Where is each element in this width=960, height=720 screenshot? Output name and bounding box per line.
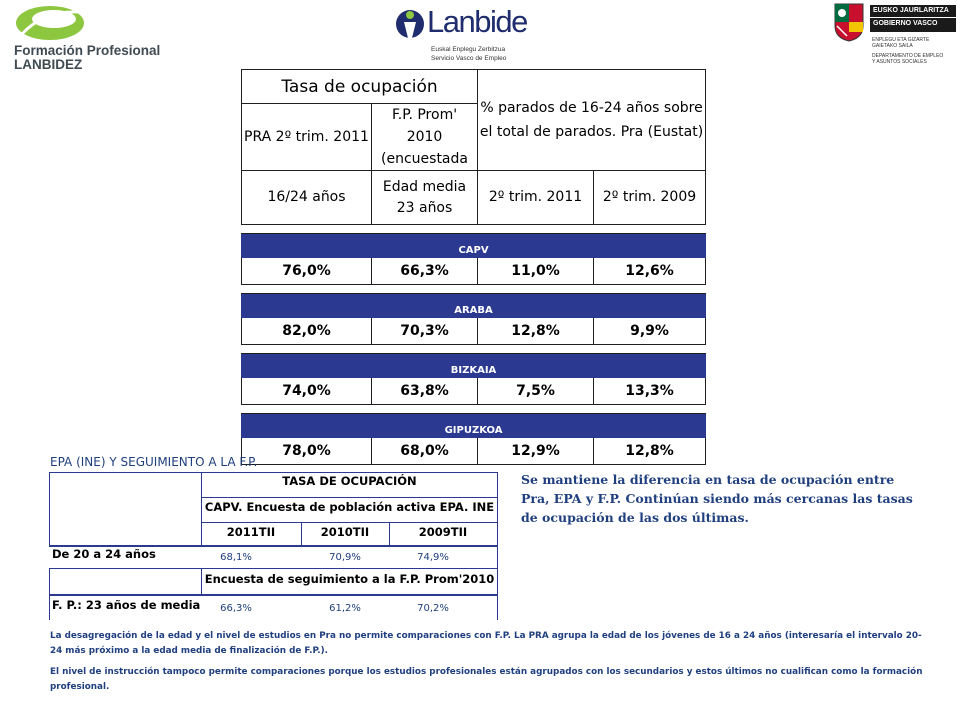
gv-band-line2: GOBIERNO VASCO	[873, 20, 938, 27]
epa-table	[49, 472, 498, 620]
occupation-rate-table	[241, 69, 706, 465]
gv-dept-eu-2: GAIETAKO SAILA	[872, 43, 913, 49]
gv-name-band	[870, 5, 956, 32]
age-16-24-header: 16/24 años	[242, 171, 372, 225]
pra-2011-header: PRA 2º trim. 2011	[242, 104, 372, 171]
table-cell: 9,9%	[594, 318, 706, 345]
table-cell: 66,3%	[220, 603, 252, 614]
table-cell: 70,9%	[329, 552, 361, 563]
table-cell: 63,8%	[372, 378, 478, 405]
q2-2011-header: 2º trim. 2011	[478, 171, 594, 225]
age-23-header: Edad media 23 años	[372, 171, 478, 225]
comparison-note: Se mantiene la diferencia en tasa de ocupación entre Pra, EPA y F.P. Continúan siendo más cercanas las tasas de ocupación de las dos últimas.	[521, 472, 913, 525]
region-band-bizkaia: BIZKAIA	[242, 354, 706, 378]
spacer	[242, 285, 706, 294]
capv-epa-header: CAPV. Encuesta de población activa EPA. INE	[204, 500, 495, 514]
row-age-20-24-label: De 20 a 24 años	[52, 547, 156, 561]
region-band-araba: ARABA	[242, 294, 706, 318]
gobierno-vasco-logo	[832, 2, 958, 68]
table-cell: 70,3%	[372, 318, 478, 345]
gv-dept-es-1: DEPARTAMENTO DE EMPLEO	[872, 53, 944, 59]
lanbide-wordmark: Lanbide	[427, 4, 527, 39]
fp-logo-line1: Formación Profesional	[14, 43, 161, 58]
table-cell: 74,0%	[242, 378, 372, 405]
lanbide-mark-icon	[395, 6, 425, 42]
grid-line	[201, 497, 498, 498]
epa-table-title: EPA (INE) Y SEGUIMIENTO A LA F.P.	[50, 455, 258, 469]
table-cell: 68,0%	[372, 438, 478, 465]
table-cell: 78,0%	[242, 438, 372, 465]
tasa-ocupacion-header: TASA DE OCUPACIÓN	[282, 474, 417, 488]
table-cell: 76,0%	[242, 258, 372, 285]
grid-line	[49, 594, 498, 596]
period-2010-header: 2010TII	[320, 525, 370, 539]
table-cell: 13,3%	[594, 378, 706, 405]
table-cell: 70,2%	[417, 603, 449, 614]
lanbide-logo	[395, 4, 555, 66]
lanbide-subtitle-eu: Euskal Enplegu Zerbitzua	[431, 46, 506, 53]
table-cell: 66,3%	[372, 258, 478, 285]
table-cell: 12,8%	[594, 438, 706, 465]
footnote-education: El nivel de instrucción tampoco permite comparaciones porque los estudios profesionales están agrupados con los secundarios y estos últimos no cualifican como la formación profesional.	[50, 667, 923, 692]
gv-dept-es-2: Y ASUNTOS SOCIALES	[872, 59, 927, 65]
coat-of-arms-icon	[832, 2, 866, 42]
region-band-capv: CAPV	[242, 234, 706, 258]
lanbide-subtitle-es: Servicio Vasco de Empleo	[431, 55, 507, 62]
period-2009-header: 2009TII	[418, 525, 468, 539]
grid-line	[49, 472, 498, 473]
period-2011-header: 2011TII	[226, 525, 276, 539]
table-cell: 12,8%	[478, 318, 594, 345]
table-cell: 74,9%	[417, 552, 449, 563]
table-cell: 82,0%	[242, 318, 372, 345]
footnote-age: La desagregación de la edad y el nivel de estudios en Pra no permite comparaciones con F.P. La PRA agrupa la edad de los jóvenes de 16 a 24 años (interesaría el intervalo 20-24 más próximo a la edad media de finalización de F.P.).	[50, 631, 922, 656]
grid-line	[49, 568, 498, 569]
spacer	[242, 345, 706, 354]
fp-logo-line2: LANBIDEZ	[14, 57, 83, 72]
grid-line	[49, 472, 50, 546]
table-title: Tasa de ocupación	[242, 70, 478, 104]
spacer	[242, 405, 706, 414]
table-cell: 11,0%	[478, 258, 594, 285]
fp-swoosh-icon	[14, 4, 86, 42]
grid-line	[49, 568, 50, 620]
q2-2009-header: 2º trim. 2009	[594, 171, 706, 225]
fp-2010-header: F.P. Prom' 2010 (encuestada	[372, 104, 478, 171]
region-band-gipuzkoa: GIPUZKOA	[242, 414, 706, 438]
gv-dept-eu-1: ENPLEGU ETA GIZARTE	[872, 37, 930, 43]
survey-fp-header: Encuesta de seguimiento a la F.P. Prom'2010	[204, 572, 495, 586]
table-cell: 12,9%	[478, 438, 594, 465]
table-cell: 12,6%	[594, 258, 706, 285]
table-cell: 61,2%	[329, 603, 361, 614]
formacion-profesional-logo	[6, 2, 196, 72]
table-cell: 7,5%	[478, 378, 594, 405]
grid-line	[201, 522, 498, 523]
spacer	[242, 225, 706, 234]
row-fp-23-label: F. P.: 23 años de media	[52, 598, 201, 612]
table-cell: 68,1%	[220, 552, 252, 563]
gv-band-line1: EUSKO JAURLARITZA	[870, 5, 956, 18]
unemployed-share-header: % parados de 16-24 años sobre el total de parados. Pra (Eustat)	[478, 70, 706, 171]
